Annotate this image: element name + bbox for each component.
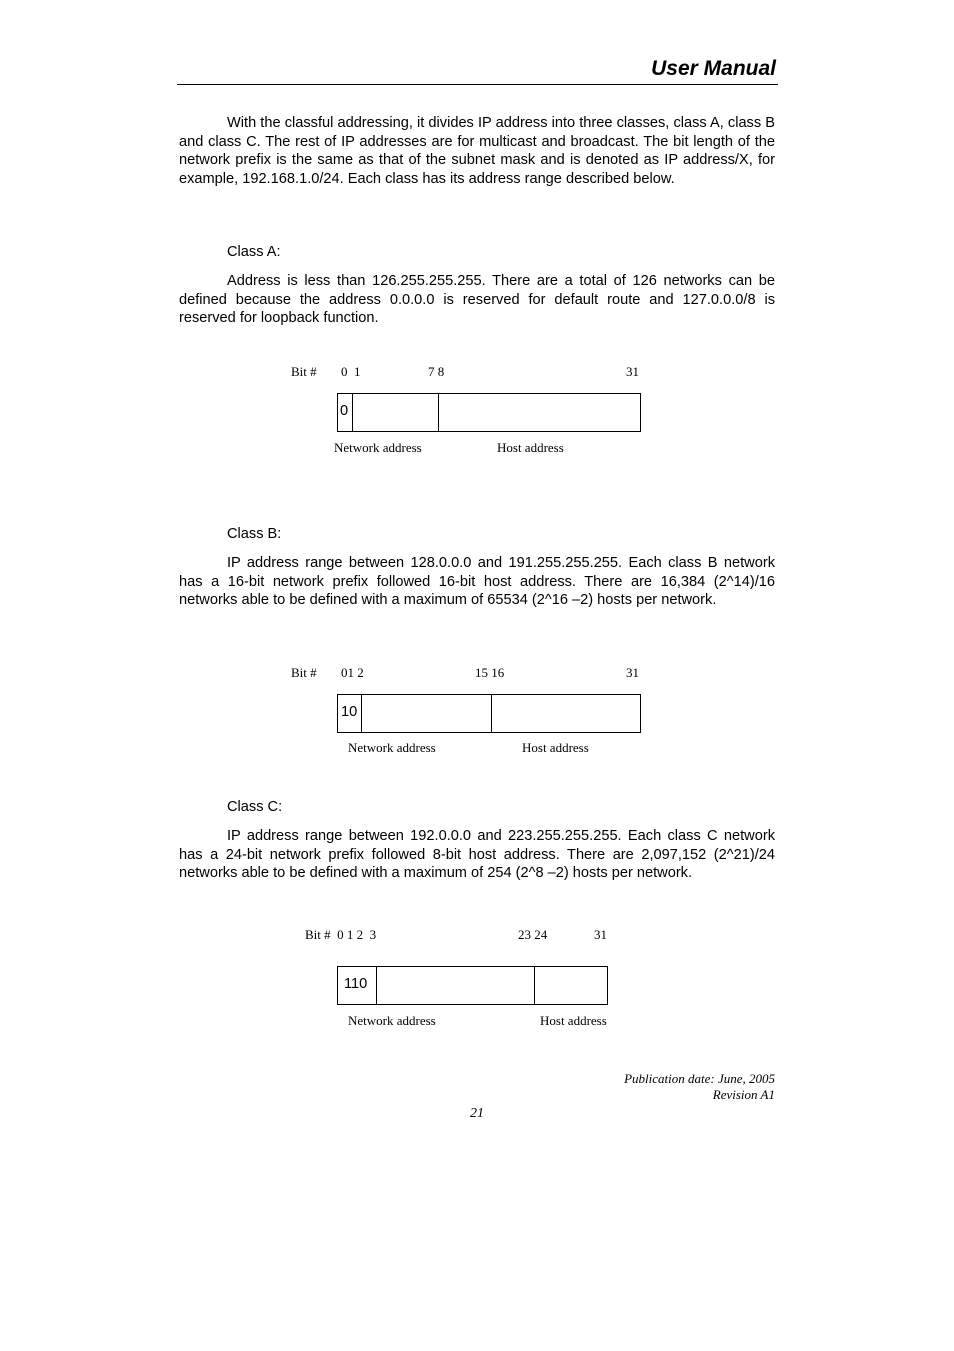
class-a-bit-7-8: 7 8 [428, 364, 445, 379]
publication-date: Publication date: June, 2005 [624, 1071, 775, 1086]
class-b-prefix-divider [361, 694, 362, 733]
header-divider [177, 84, 778, 85]
class-c-description: IP address range between 192.0.0.0 and 223.255.255.255. Each class C network has a 24-bit network prefix followed 8-bit host address. There are 2,097,152 (2^21)/24 networks able to be defined with a maximum of 254 (2^8 –2) hosts per network. [179, 828, 775, 882]
class-b-bit-31: 31 [626, 665, 639, 680]
class-c-bit-31: 31 [594, 927, 607, 942]
class-b-network-host-divider [491, 694, 492, 733]
class-c-bit-label: Bit # 0 1 2 3 [305, 927, 377, 942]
class-c-prefix-bits: 110 [344, 976, 368, 992]
class-b-bit-0-1-2: 01 2 [341, 665, 364, 680]
class-b-heading: Class B: [227, 526, 282, 542]
class-b-host-label: Host address [522, 740, 589, 755]
class-a-bit-31: 31 [626, 364, 639, 379]
class-a-bit-label: Bit # [291, 364, 317, 379]
class-b-bit-15-16: 15 16 [475, 665, 505, 680]
class-c-address-box [337, 966, 608, 1005]
class-a-address-box [337, 393, 641, 432]
class-a-heading: Class A: [227, 244, 281, 260]
class-b-description: IP address range between 128.0.0.0 and 191.255.255.255. Each class B network has a 16-bit network prefix followed 16-bit host address. There are 16,384 (2^14)/16 networks able to be defined with a maximum of 65534 (2^16 –2) hosts per network. [179, 555, 775, 609]
page-number: 21 [470, 1106, 484, 1121]
class-a-prefix-divider [352, 393, 353, 432]
class-b-address-box [337, 694, 641, 733]
class-a-prefix-bits: 0 [340, 403, 349, 419]
class-b-bit-label: Bit # [291, 665, 317, 680]
class-c-host-label: Host address [540, 1013, 607, 1028]
class-a-network-label: Network address [334, 440, 422, 455]
class-c-heading: Class C: [227, 799, 283, 815]
class-a-bit-0-1: 0 1 [341, 364, 361, 379]
class-a-host-label: Host address [497, 440, 564, 455]
class-b-network-label: Network address [348, 740, 436, 755]
page-header-title: User Manual [651, 57, 776, 80]
revision: Revision A1 [712, 1087, 775, 1102]
class-a-network-host-divider [438, 393, 439, 432]
class-c-bit-23-24: 23 24 [518, 927, 548, 942]
class-c-network-label: Network address [348, 1013, 436, 1028]
class-c-network-host-divider [534, 966, 535, 1005]
class-c-prefix-divider [376, 966, 377, 1005]
class-a-description: Address is less than 126.255.255.255. There are a total of 126 networks can be defined because the address 0.0.0.0 is reserved for default route and 127.0.0.0/8 is reserved for loopback function. [179, 273, 775, 327]
intro-paragraph: With the classful addressing, it divides IP address into three classes, class A, class B and class C. The rest of IP addresses are for multicast and broadcast. The bit length of the network prefix is the same as that of the subnet mask and is denoted as IP address/X, for example, 192.168.1.0/24. Each class has its address range described below. [179, 115, 775, 187]
class-b-prefix-bits: 10 [341, 704, 358, 720]
